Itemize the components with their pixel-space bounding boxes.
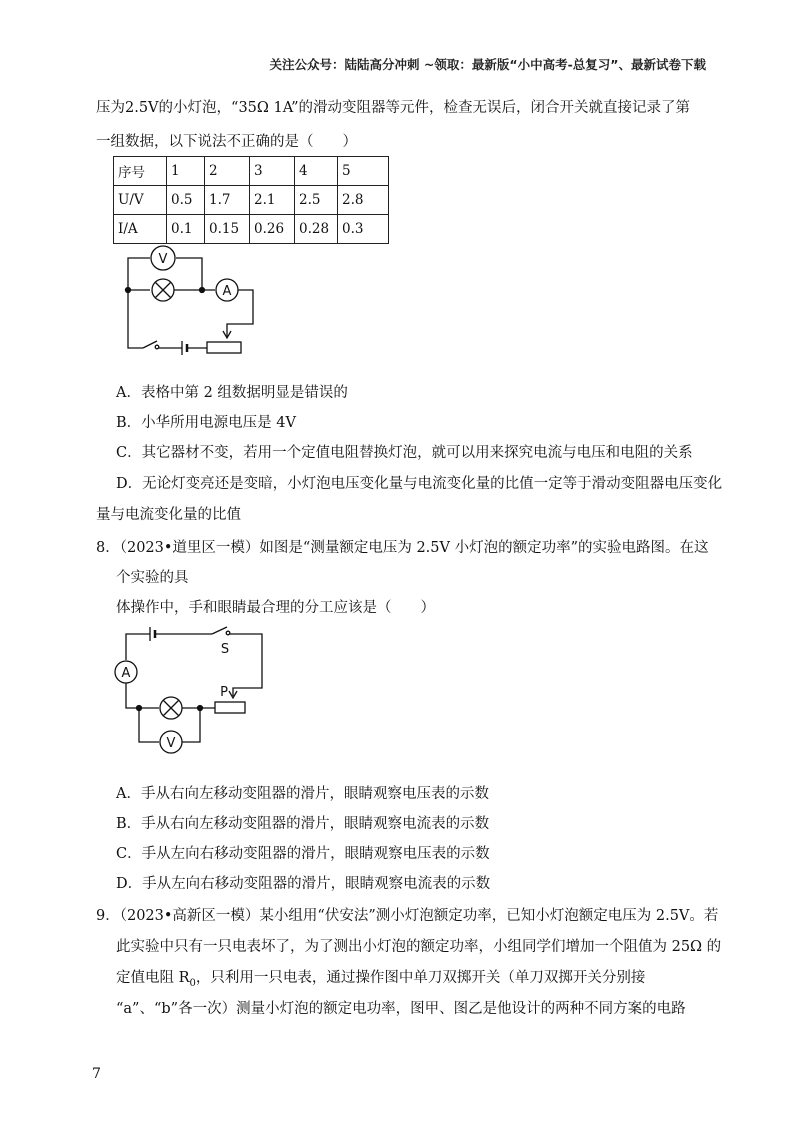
voltmeter-label: V	[158, 252, 168, 267]
table-cell: 2.8	[338, 186, 389, 215]
table-row	[114, 157, 389, 186]
ammeter-label: A	[121, 666, 131, 681]
table-cell: 序号	[114, 157, 167, 186]
wire	[176, 258, 202, 290]
wire	[139, 708, 159, 742]
wire	[128, 290, 143, 348]
q8-circuit-diagram	[108, 620, 273, 755]
table-cell: 3	[250, 157, 295, 186]
q8-text-line-2: 个实验的具	[116, 570, 189, 586]
table-cell: 0.1	[167, 215, 205, 244]
voltmeter-label: V	[166, 736, 176, 751]
q7-option-b: B．小华所用电源电压是 4V	[116, 415, 296, 431]
table-row	[114, 186, 389, 215]
rheostat-icon	[215, 702, 245, 713]
q8-option-b: B．手从右向左移动变阻器的滑片，眼睛观察电流表的示数	[116, 816, 490, 832]
page-number: 7	[92, 1066, 101, 1082]
q7-option-a: A．表格中第 2 组数据明显是错误的	[116, 385, 348, 401]
q7-data-table	[113, 156, 389, 244]
table-cell: 4	[295, 157, 338, 186]
junction-dot	[198, 706, 203, 711]
q9-text-line-2: 此实验中只有一只电表坏了，为了测出小灯泡的额定功率，小组同学们增加一个阻值为 25Ω 的	[116, 939, 722, 955]
table-cell: 0.3	[338, 215, 389, 244]
q7-text-line-2: 一组数据，以下说法不正确的是（ ）	[96, 134, 357, 150]
q8-option-c: C．手从左向右移动变阻器的滑片，眼睛观察电压表的示数	[116, 846, 490, 862]
table-cell: U/V	[114, 186, 167, 215]
junction-dot	[137, 706, 142, 711]
table-cell: 1	[167, 157, 205, 186]
page-header: 关注公众号：陆陆高分冲刺 ~领取：最新版“小中高考-总复习”、最新试卷下载	[269, 57, 706, 72]
table-cell: 5	[338, 157, 389, 186]
junction-dot	[200, 288, 205, 293]
wire	[126, 683, 159, 708]
table-cell: 1.7	[205, 186, 250, 215]
wire	[126, 634, 150, 660]
q8-text-line-1: 8．（2023•道里区一模）如图是“测量额定电压为 2.5V 小灯泡的额定功率”的实验电路图。在这	[96, 540, 709, 556]
wire	[230, 634, 262, 696]
battery-icon	[150, 627, 155, 641]
table-cell: 2	[205, 157, 250, 186]
q9-text-line-1: 9．（2023•高新区一模）某小组用“伏安法”测小灯泡额定功率，已知小灯泡额定电压为 2.5V。若	[96, 908, 719, 924]
table-cell: 0.28	[295, 215, 338, 244]
q8-option-d: D．手从左向右移动变阻器的滑片，眼睛观察电流表的示数	[116, 876, 491, 892]
q9-text-line-3-end: ，只利用一只电表，通过操作图中单刀双掷开关（单刀双掷开关分别接	[195, 970, 646, 986]
q9-text-line-3	[116, 971, 645, 989]
lamp-icon	[152, 279, 174, 301]
switch-contact	[155, 345, 159, 349]
battery-icon	[182, 341, 187, 355]
table-cell: I/A	[114, 215, 167, 244]
q7-option-d-line-2: 量与电流变化量的比值	[96, 507, 241, 523]
q8-text-line-3: 体操作中，手和眼睛最合理的分工应该是（ ）	[116, 600, 435, 616]
q7-option-c: C．其它器材不变，若用一个定值电阻替换灯泡，就可以用来探究电流与电压和电阻的关系	[116, 445, 693, 461]
subscript-zero: 0	[189, 977, 196, 989]
q8-option-a: A．手从右向左移动变阻器的滑片，眼睛观察电压表的示数	[116, 786, 489, 802]
table-cell: 2.1	[250, 186, 295, 215]
q7-text-line-1: 压为2.5V的小灯泡，“35Ω 1A”的滑动变阻器等元件，检查无误后，闭合开关就直接记录了第	[96, 100, 691, 116]
table-cell: 0.5	[167, 186, 205, 215]
wire	[182, 708, 200, 742]
q7-circuit-diagram	[105, 240, 265, 360]
wire	[128, 258, 150, 290]
switch-contact	[226, 631, 230, 635]
slider-label: P	[220, 685, 228, 700]
q7-option-d-line-1: D．无论灯变亮还是变暗，小灯泡电压变化量与电流变化量的比值一定等于滑动变阻器电压变化	[116, 476, 723, 492]
q9-text-line-4: “a”、“b”各一次）测量小灯泡的额定电功率，图甲、图乙是他设计的两种不同方案的电路	[116, 1001, 686, 1017]
table-cell: 0.26	[250, 215, 295, 244]
lamp-icon	[160, 697, 182, 719]
rheostat-icon	[207, 342, 241, 353]
switch-label: S	[220, 642, 230, 657]
table-cell: 0.15	[205, 215, 250, 244]
ammeter-label: A	[222, 284, 232, 299]
q9-text-line-3-start: 定值电阻 R	[116, 970, 190, 986]
switch-icon	[212, 627, 227, 634]
table-cell: 2.5	[295, 186, 338, 215]
